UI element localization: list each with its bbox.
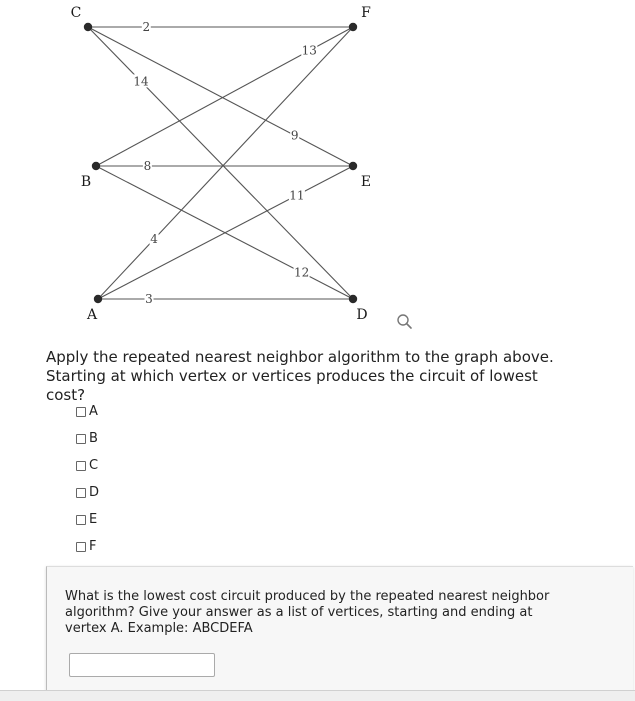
vertex-f <box>349 23 357 31</box>
option-b[interactable] <box>76 425 99 452</box>
checkbox[interactable] <box>76 488 86 498</box>
option-label: E <box>89 512 98 527</box>
edge-weight-cd: 14 <box>133 74 149 89</box>
vertex-label-f: F <box>361 5 371 21</box>
vertex-label-a: A <box>86 307 98 323</box>
vertex-options <box>76 398 99 560</box>
edge-cd <box>88 27 353 299</box>
option-label: A <box>89 404 98 419</box>
checkbox[interactable] <box>76 461 86 471</box>
vertex-a <box>94 295 102 303</box>
vertex-c <box>84 23 92 31</box>
edge-weight-be: 8 <box>143 159 152 173</box>
question-2-text: What is the lowest cost circuit produced by the repeated nearest neighbor algorithm? Give your answer as a list of vertices, starting and ending at vertex A. Example: ABCDEFA <box>65 589 550 636</box>
graph-diagram <box>0 0 635 345</box>
edge-weight-ad: 3 <box>145 292 153 306</box>
edge-weight-bf: 13 <box>301 43 317 58</box>
answer-input[interactable] <box>69 653 215 677</box>
vertex-label-c: C <box>70 5 82 21</box>
vertex-e <box>349 162 357 170</box>
magnifier-icon[interactable] <box>396 313 414 331</box>
checkbox[interactable] <box>76 542 86 552</box>
option-f[interactable] <box>76 533 99 560</box>
option-d[interactable] <box>76 479 99 506</box>
option-label: C <box>89 458 99 473</box>
option-a[interactable] <box>76 398 99 425</box>
option-label: B <box>89 431 98 446</box>
question-1-text: Apply the repeated nearest neighbor algorithm to the graph above. Starting at which vertex or vertices produces the circuit of lowest cost? <box>46 348 554 404</box>
vertex-d <box>349 295 357 303</box>
edge-weight-cf: 2 <box>142 20 151 34</box>
checkbox[interactable] <box>76 515 86 525</box>
horizontal-scrollbar[interactable] <box>0 690 635 701</box>
vertex-b <box>92 162 100 170</box>
edge-weight-af: 4 <box>150 232 158 247</box>
checkbox[interactable] <box>76 407 86 417</box>
edge-weight-ce: 9 <box>290 128 299 143</box>
vertex-label-d: D <box>356 307 368 323</box>
option-label: F <box>89 539 97 554</box>
vertex-label-b: B <box>80 174 92 190</box>
edge-weight-ae: 11 <box>289 188 305 203</box>
option-e[interactable] <box>76 506 99 533</box>
question-2-panel <box>46 566 633 695</box>
option-c[interactable] <box>76 452 99 479</box>
vertex-label-e: E <box>360 174 372 190</box>
edge-af <box>98 27 353 299</box>
checkbox[interactable] <box>76 434 86 444</box>
option-label: D <box>89 485 100 500</box>
edge-weight-bd: 12 <box>293 265 310 280</box>
